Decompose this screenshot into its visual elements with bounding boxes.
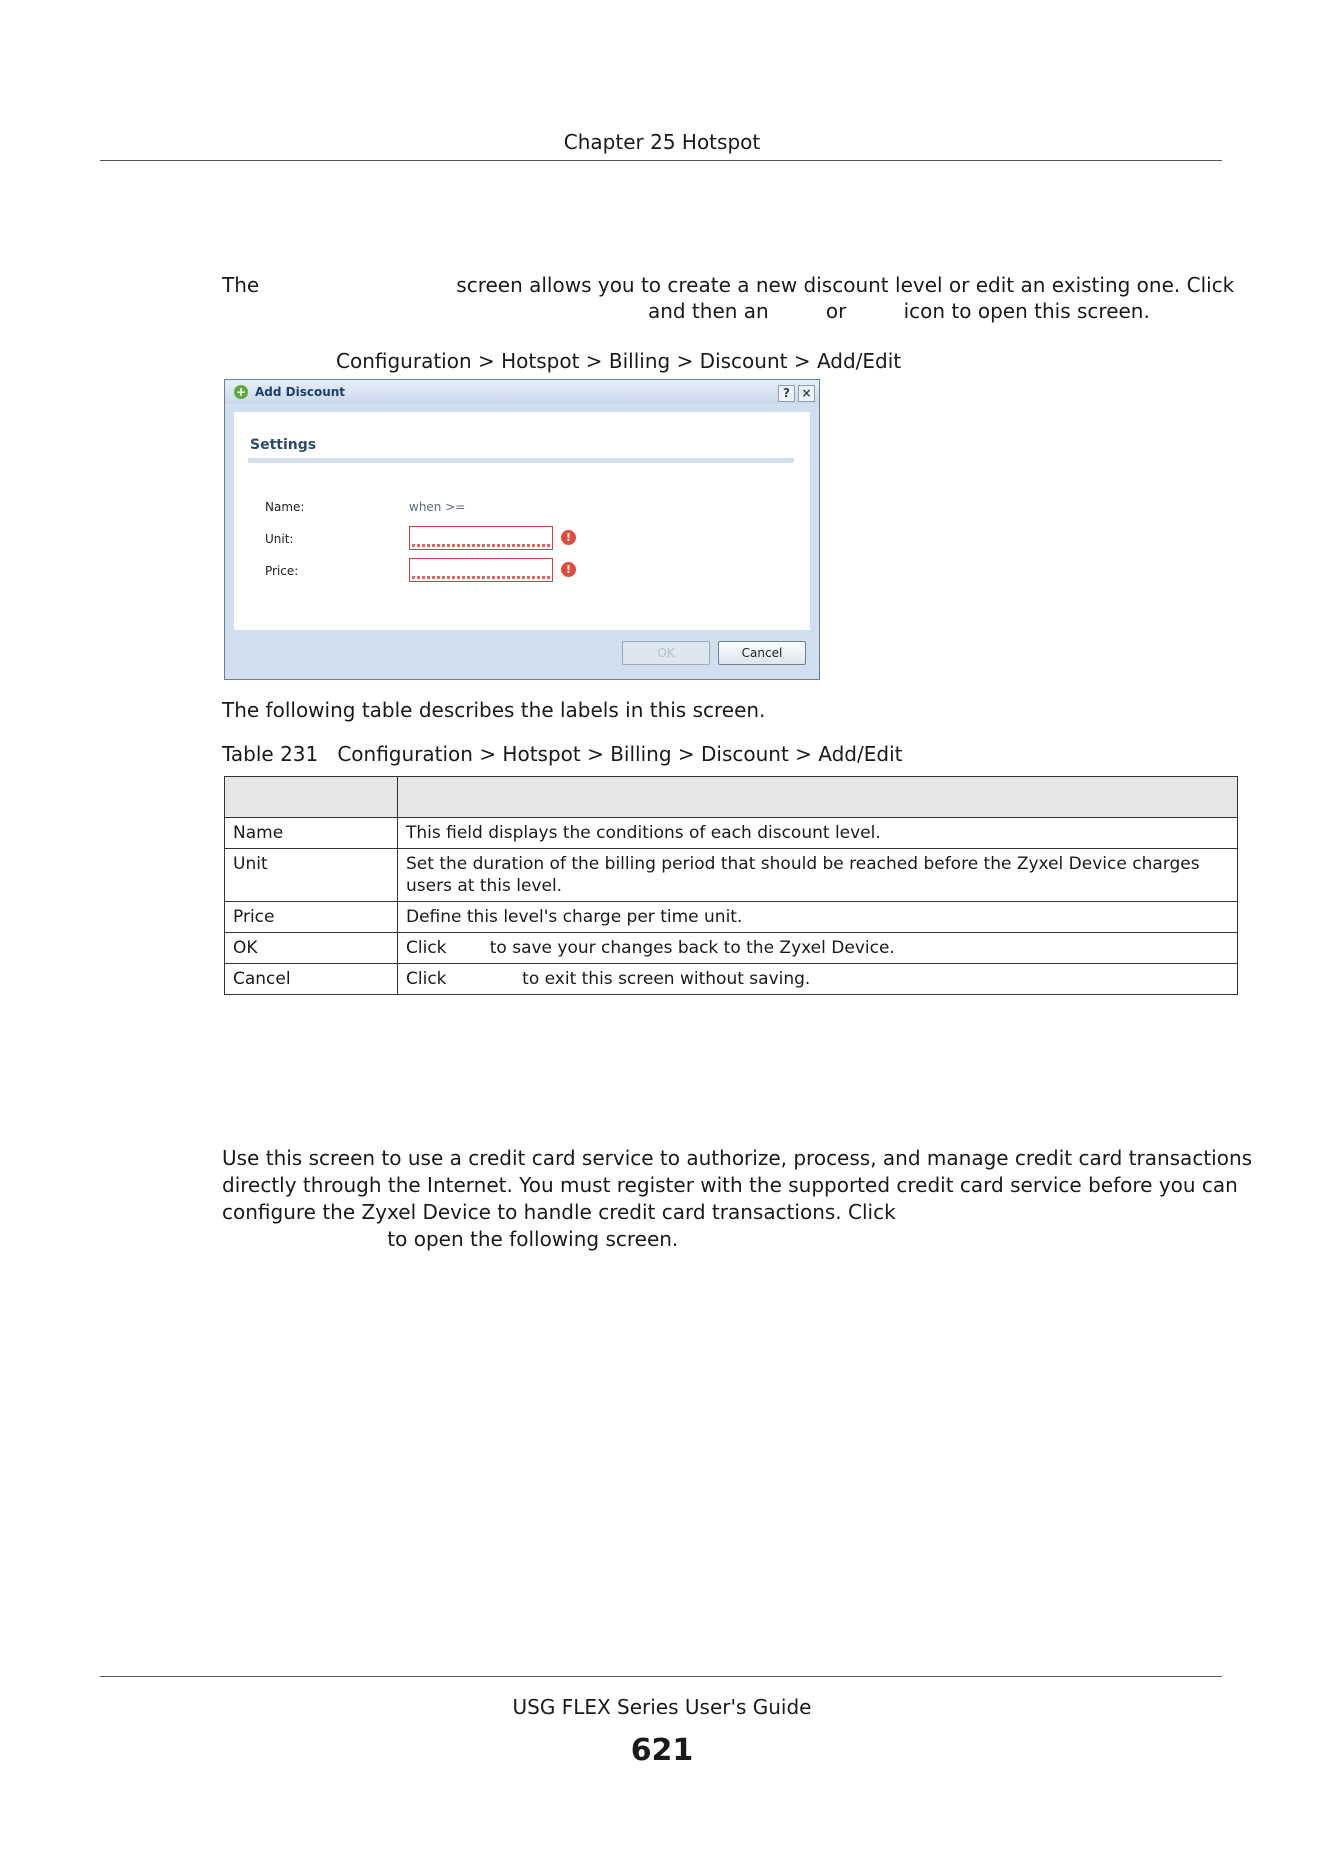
header-rule	[100, 160, 1222, 161]
name-label: Name:	[265, 500, 305, 514]
section2-line-1: Use this screen to use a credit card service to authorize, process, and manage credit card transactions	[222, 1146, 1253, 1170]
table-caption: Table 231 Configuration > Hotspot > Billing > Discount > Add/Edit	[222, 742, 903, 766]
table-intro: The following table describes the labels in this screen.	[222, 698, 766, 722]
add-discount-dialog	[224, 379, 820, 680]
row-description: This field displays the conditions of each discount level.	[398, 818, 1238, 849]
row-description: Set the duration of the billing period that should be reached before the Zyxel Device charges users at this level.	[398, 849, 1238, 902]
row-label: OK	[225, 933, 398, 964]
row-description: Click to exit this screen without saving.	[398, 964, 1238, 995]
page-number: 621	[630, 1733, 694, 1768]
ok-button[interactable]: OK	[622, 641, 710, 665]
price-label: Price:	[265, 564, 299, 578]
cancel-button[interactable]: Cancel	[718, 641, 806, 665]
name-value: when >=	[409, 500, 466, 514]
table-header-row	[225, 777, 1238, 818]
labels-table	[224, 776, 1238, 995]
section2-line-4: to open the following screen.	[222, 1227, 679, 1251]
price-error-underline	[412, 576, 550, 579]
row-label: Price	[225, 902, 398, 933]
table-header-label	[225, 777, 398, 818]
footer-rule	[100, 1676, 1222, 1677]
intro-line-1: The screen allows you to create a new discount level or edit an existing one. Click	[222, 273, 1235, 297]
price-input[interactable]	[409, 558, 553, 582]
dialog-body	[234, 412, 810, 630]
row-label: Unit	[225, 849, 398, 902]
price-warning-icon: !	[561, 562, 576, 577]
help-icon[interactable]: ?	[778, 385, 795, 402]
row-label: Name	[225, 818, 398, 849]
table-row	[225, 933, 1238, 964]
close-icon[interactable]: ×	[798, 385, 815, 402]
unit-warning-icon: !	[561, 530, 576, 545]
section2-line-2: directly through the Internet. You must register with the supported credit card service before you can	[222, 1173, 1238, 1197]
table-row	[225, 902, 1238, 933]
row-description: Define this level's charge per time unit.	[398, 902, 1238, 933]
dialog-title: Add Discount	[255, 385, 346, 399]
figure-caption: Configuration > Hotspot > Billing > Discount > Add/Edit	[336, 349, 902, 373]
row-label: Cancel	[225, 964, 398, 995]
table-header-description	[398, 777, 1238, 818]
table-row	[225, 964, 1238, 995]
settings-divider	[248, 458, 794, 463]
unit-error-underline	[412, 544, 550, 547]
row-description: Click to save your changes back to the Zyxel Device.	[398, 933, 1238, 964]
table-row	[225, 818, 1238, 849]
settings-heading: Settings	[250, 437, 317, 453]
chapter-header: Chapter 25 Hotspot	[563, 130, 761, 154]
unit-label: Unit:	[265, 532, 294, 546]
section2-line-3: configure the Zyxel Device to handle credit card transactions. Click	[222, 1200, 896, 1224]
dialog-title-bar	[225, 380, 819, 404]
unit-input[interactable]	[409, 526, 553, 550]
guide-title: USG FLEX Series User's Guide	[512, 1695, 812, 1719]
table-row	[225, 849, 1238, 902]
intro-line-2: and then an or icon to open this screen.	[222, 299, 1150, 323]
add-icon: +	[235, 385, 247, 399]
